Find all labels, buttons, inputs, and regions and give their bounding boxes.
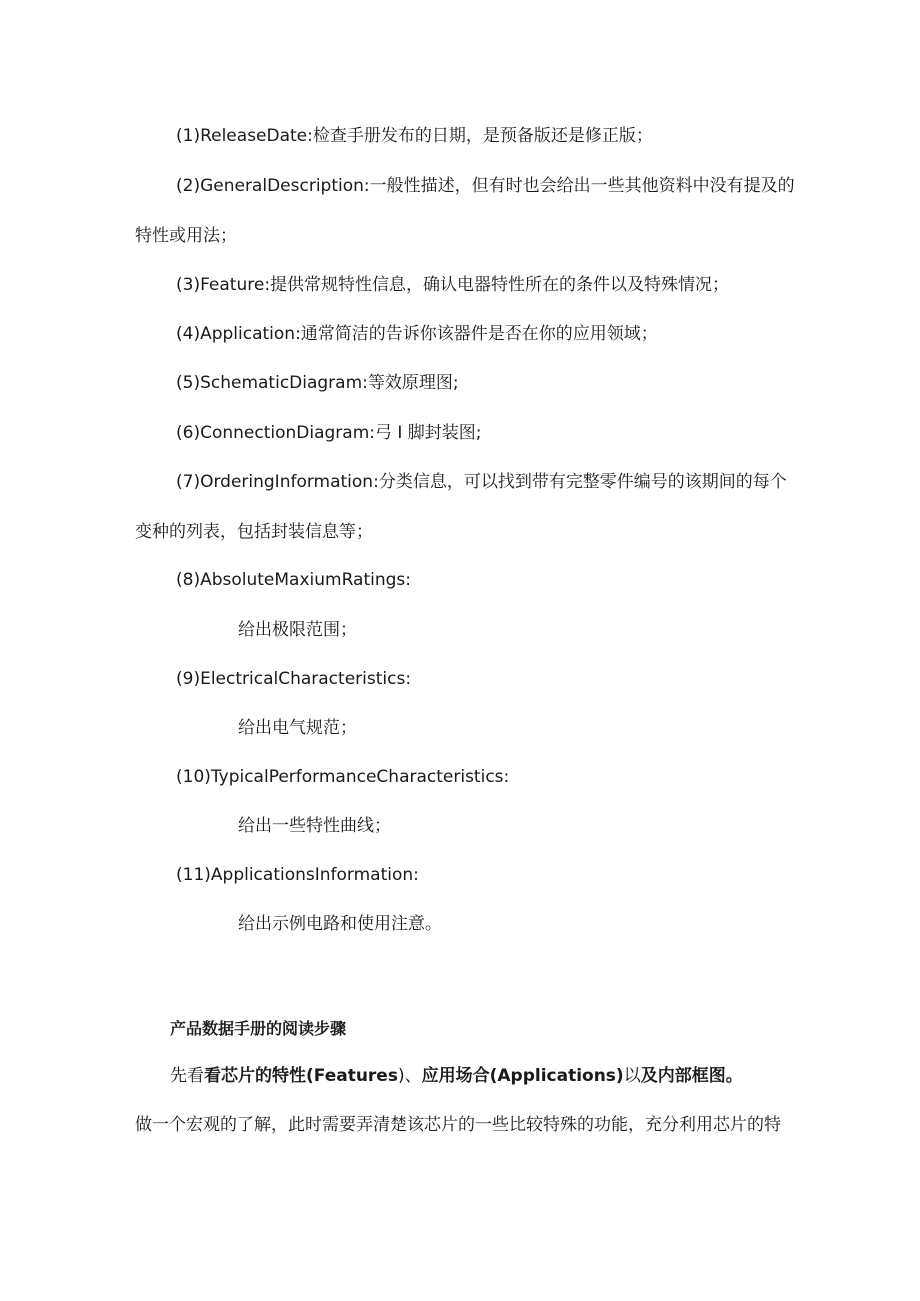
item-general-description: (2)GeneralDescription:一般性描述，但有时也会给出一些其他资料中没有提及的 xyxy=(176,176,795,196)
p1-bold-block-diagram: 及内部框图。 xyxy=(640,1066,743,1086)
p1-bold-applications: 应用场合(Applications) xyxy=(421,1066,624,1086)
section-paragraph-1 xyxy=(170,1064,743,1088)
item-electrical-characteristics: (9)ElectricalCharacteristics: xyxy=(176,669,412,689)
item-general-description-cont: 特性或用法； xyxy=(135,226,237,246)
item-applications-information: (11)ApplicationsInformation: xyxy=(176,865,419,885)
item-feature: (3)Feature:提供常规特性信息，确认电器特性所在的条件以及特殊情况； xyxy=(176,275,730,295)
item-ordering-information-cont: 变种的列表，包括封装信息等； xyxy=(135,522,373,542)
item-schematic-diagram: (5)SchematicDiagram:等效原理图; xyxy=(176,373,459,393)
item-connection-diagram: (6)ConnectionDiagram:弓 I 脚封装图; xyxy=(176,423,482,443)
p1-mid: )、 xyxy=(397,1066,422,1086)
p1-lead: 先看 xyxy=(170,1066,204,1086)
item-absolute-max-ratings-desc: 给出极限范围； xyxy=(238,620,357,640)
item-release-date: (1)ReleaseDate:检查手册发布的日期，是预备版还是修正版； xyxy=(176,126,653,146)
item-application: (4)Application:通常简洁的告诉你该器件是否在你的应用领域； xyxy=(176,324,658,344)
item-typical-performance-desc: 给出一些特性曲线； xyxy=(238,816,391,836)
item-absolute-max-ratings: (8)AbsoluteMaxiumRatings: xyxy=(176,570,411,590)
section-paragraph-2: 做一个宏观的了解，此时需要弄清楚该芯片的一些比较特殊的功能，充分利用芯片的特 xyxy=(135,1115,781,1135)
item-electrical-characteristics-desc: 给出电气规范； xyxy=(238,718,357,738)
item-applications-information-desc: 给出示例电路和使用注意。 xyxy=(238,914,442,934)
p1-mid2: 以 xyxy=(623,1066,641,1086)
item-typical-performance: (10)TypicalPerformanceCharacteristics: xyxy=(176,767,510,787)
item-ordering-information: (7)OrderingInformation:分类信息，可以找到带有完整零件编号的该期间的每个 xyxy=(176,472,787,492)
p1-bold-features: 看芯片的特性(Features xyxy=(204,1066,398,1086)
section-heading: 产品数据手册的阅读步骤 xyxy=(170,1019,347,1038)
